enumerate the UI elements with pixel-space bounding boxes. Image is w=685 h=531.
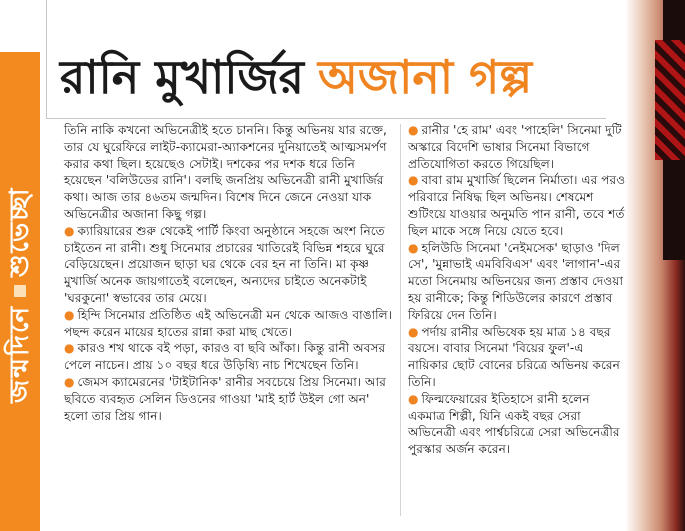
article-column-right: [408, 122, 626, 458]
actress-photo: [625, 0, 685, 531]
photo-dress: [655, 40, 685, 160]
fact-item: ● বাবা রাম মুখার্জি ছিলেন নির্মাতা। এর পরও পরিবারে নিষিদ্ধ ছিল অভিনয়। শেষমেশ শুটিংয়ে যাওয়ার অনুমতি পান রানী, তবে শর্ত ছিল মাকে সঙ্গে নিয়ে যেতে হবে।: [408, 173, 626, 238]
bullet-icon: ●: [408, 173, 419, 188]
fact-item: ● ক্যারিয়ারের শুরু থেকেই পার্টি কিংবা অনুষ্ঠানে সহজে অংশ নিতে চাইতেন না রানী। শুধু সিনেমার প্রচারের খাতিরেই বিভিন্ন শহরে ঘুরে বেড়িয়েছেন। প্রয়োজন ছাড়া ঘর থেকে বের হন না তিনি। মা কৃষ্ণ মুখার্জি অনেক জায়গাতেই বলেছেন, অন্যদের চাইতে অনেকটাই 'ঘরকুনো' স্বভাবের তার মেয়ে।: [64, 223, 385, 305]
headline-name: রানি মুখার্জির: [60, 50, 304, 104]
fact-item: ● জেমস ক্যামেরনের 'টাইটানিক' রানীর সবচেয়ে প্রিয় সিনেমা। আর ছবিতে ব্যবহৃত সেলিন ডিওনের গাওয়া 'মাই হার্ট উইল গো অন' হলো তার প্রিয় গান।: [64, 374, 386, 423]
bullet-icon: ●: [64, 374, 75, 389]
fact-item: ● পর্দায় রানীর অভিষেক হয় মাত্র ১৪ বছর বয়সে। বাবার সিনেমা 'বিয়ের ফুল'-এ নায়িকার ছোট বোনের চরিত্রে অভিনয় করেন তিনি।: [408, 324, 620, 389]
side-banner-word-2: শুভেচ্ছা: [5, 186, 35, 278]
square-ornament-icon: [14, 285, 26, 297]
bullet-icon: ●: [408, 324, 419, 339]
bullet-icon: ●: [408, 240, 419, 255]
frame-rule-vertical: [46, 0, 47, 118]
bullet-icon: ●: [64, 341, 75, 356]
side-banner-text: [4, 70, 36, 520]
bullet-icon: ●: [408, 391, 419, 406]
article-column-left: [64, 122, 394, 424]
fact-item: ● হিন্দি সিনেমার প্রতিষ্ঠিত এই অভিনেত্রী মন থেকে আজও বাঙালি। পছন্দ করেন মায়ের হাতের রান্না করা মাছ খেতে।: [64, 307, 393, 339]
article-headline: [60, 44, 620, 110]
fact-item: ● হলিউডি সিনেমা 'নেইমসেক' ছাড়াও 'দিল সে', 'মুন্নাভাই এমবিবিএস' এবং 'লাগান'-এর মতো সিনেমায় অভিনয়ের জন্য প্রস্তাব দেওয়া হয় রানীকে; কিন্তু শিডিউলের কারণে প্রস্তাব ফিরিয়ে দেন তিনি।: [408, 240, 624, 322]
fact-item: ● রানীর 'হে রাম' এবং 'পাহেলি' সিনেমা দুটি অস্কারে বিদেশি ভাষার সিনেমা বিভাগে প্রতিযোগিতা করতে গিয়েছিল।: [408, 123, 622, 171]
column-divider: [400, 124, 401, 516]
bullet-icon: ●: [64, 223, 75, 238]
fact-item: ● ফিল্মফেয়ারের ইতিহাসে রানী হলেন একমাত্র শিল্পী, যিনি একই বছর সেরা অভিনেত্রী এবং পার্শ্বচরিত্রে সেরা অভিনেত্রীর পুরস্কার অর্জন করেন।: [408, 391, 620, 457]
bullet-icon: ●: [408, 123, 419, 137]
frame-rule-horizontal: [46, 118, 606, 119]
bullet-icon: ●: [64, 307, 75, 322]
article-intro: তিনি নাকি কখনো অভিনেত্রীই হতে চাননি। কিন্তু অভিনয় যার রক্তে, তার যে ঘুরেফিরে লাইট-ক্যামেরা-অ্যাকশনের দুনিয়াতেই আত্মসমর্পণ করার কথা ছিল। হয়েছেও সেটাই। দশকের পর দশক ধরে তিনি হয়েছেন 'বলিউডের রানি'। বলছি জনপ্রিয় অভিনেত্রী রানী মুখার্জির কথা। আজ তার ৪৬তম জন্মদিন। বিশেষ দিনে জেনে নেওয়া যাক অভিনেত্রীর অজানা কিছু গল্প।: [64, 123, 387, 221]
fact-item: ● কারও শখ থাকে বই পড়া, কারও বা ছবি আঁকা। কিন্তু রানী অবসর পেলে নাচেন। প্রায় ১০ বছর ধরে উড়িষ্যি নাচ শিখেছেন তিনি।: [64, 341, 386, 373]
side-banner-word-1: জন্মদিনে: [5, 305, 35, 404]
headline-subtitle: অজানা গল্প: [317, 50, 533, 104]
